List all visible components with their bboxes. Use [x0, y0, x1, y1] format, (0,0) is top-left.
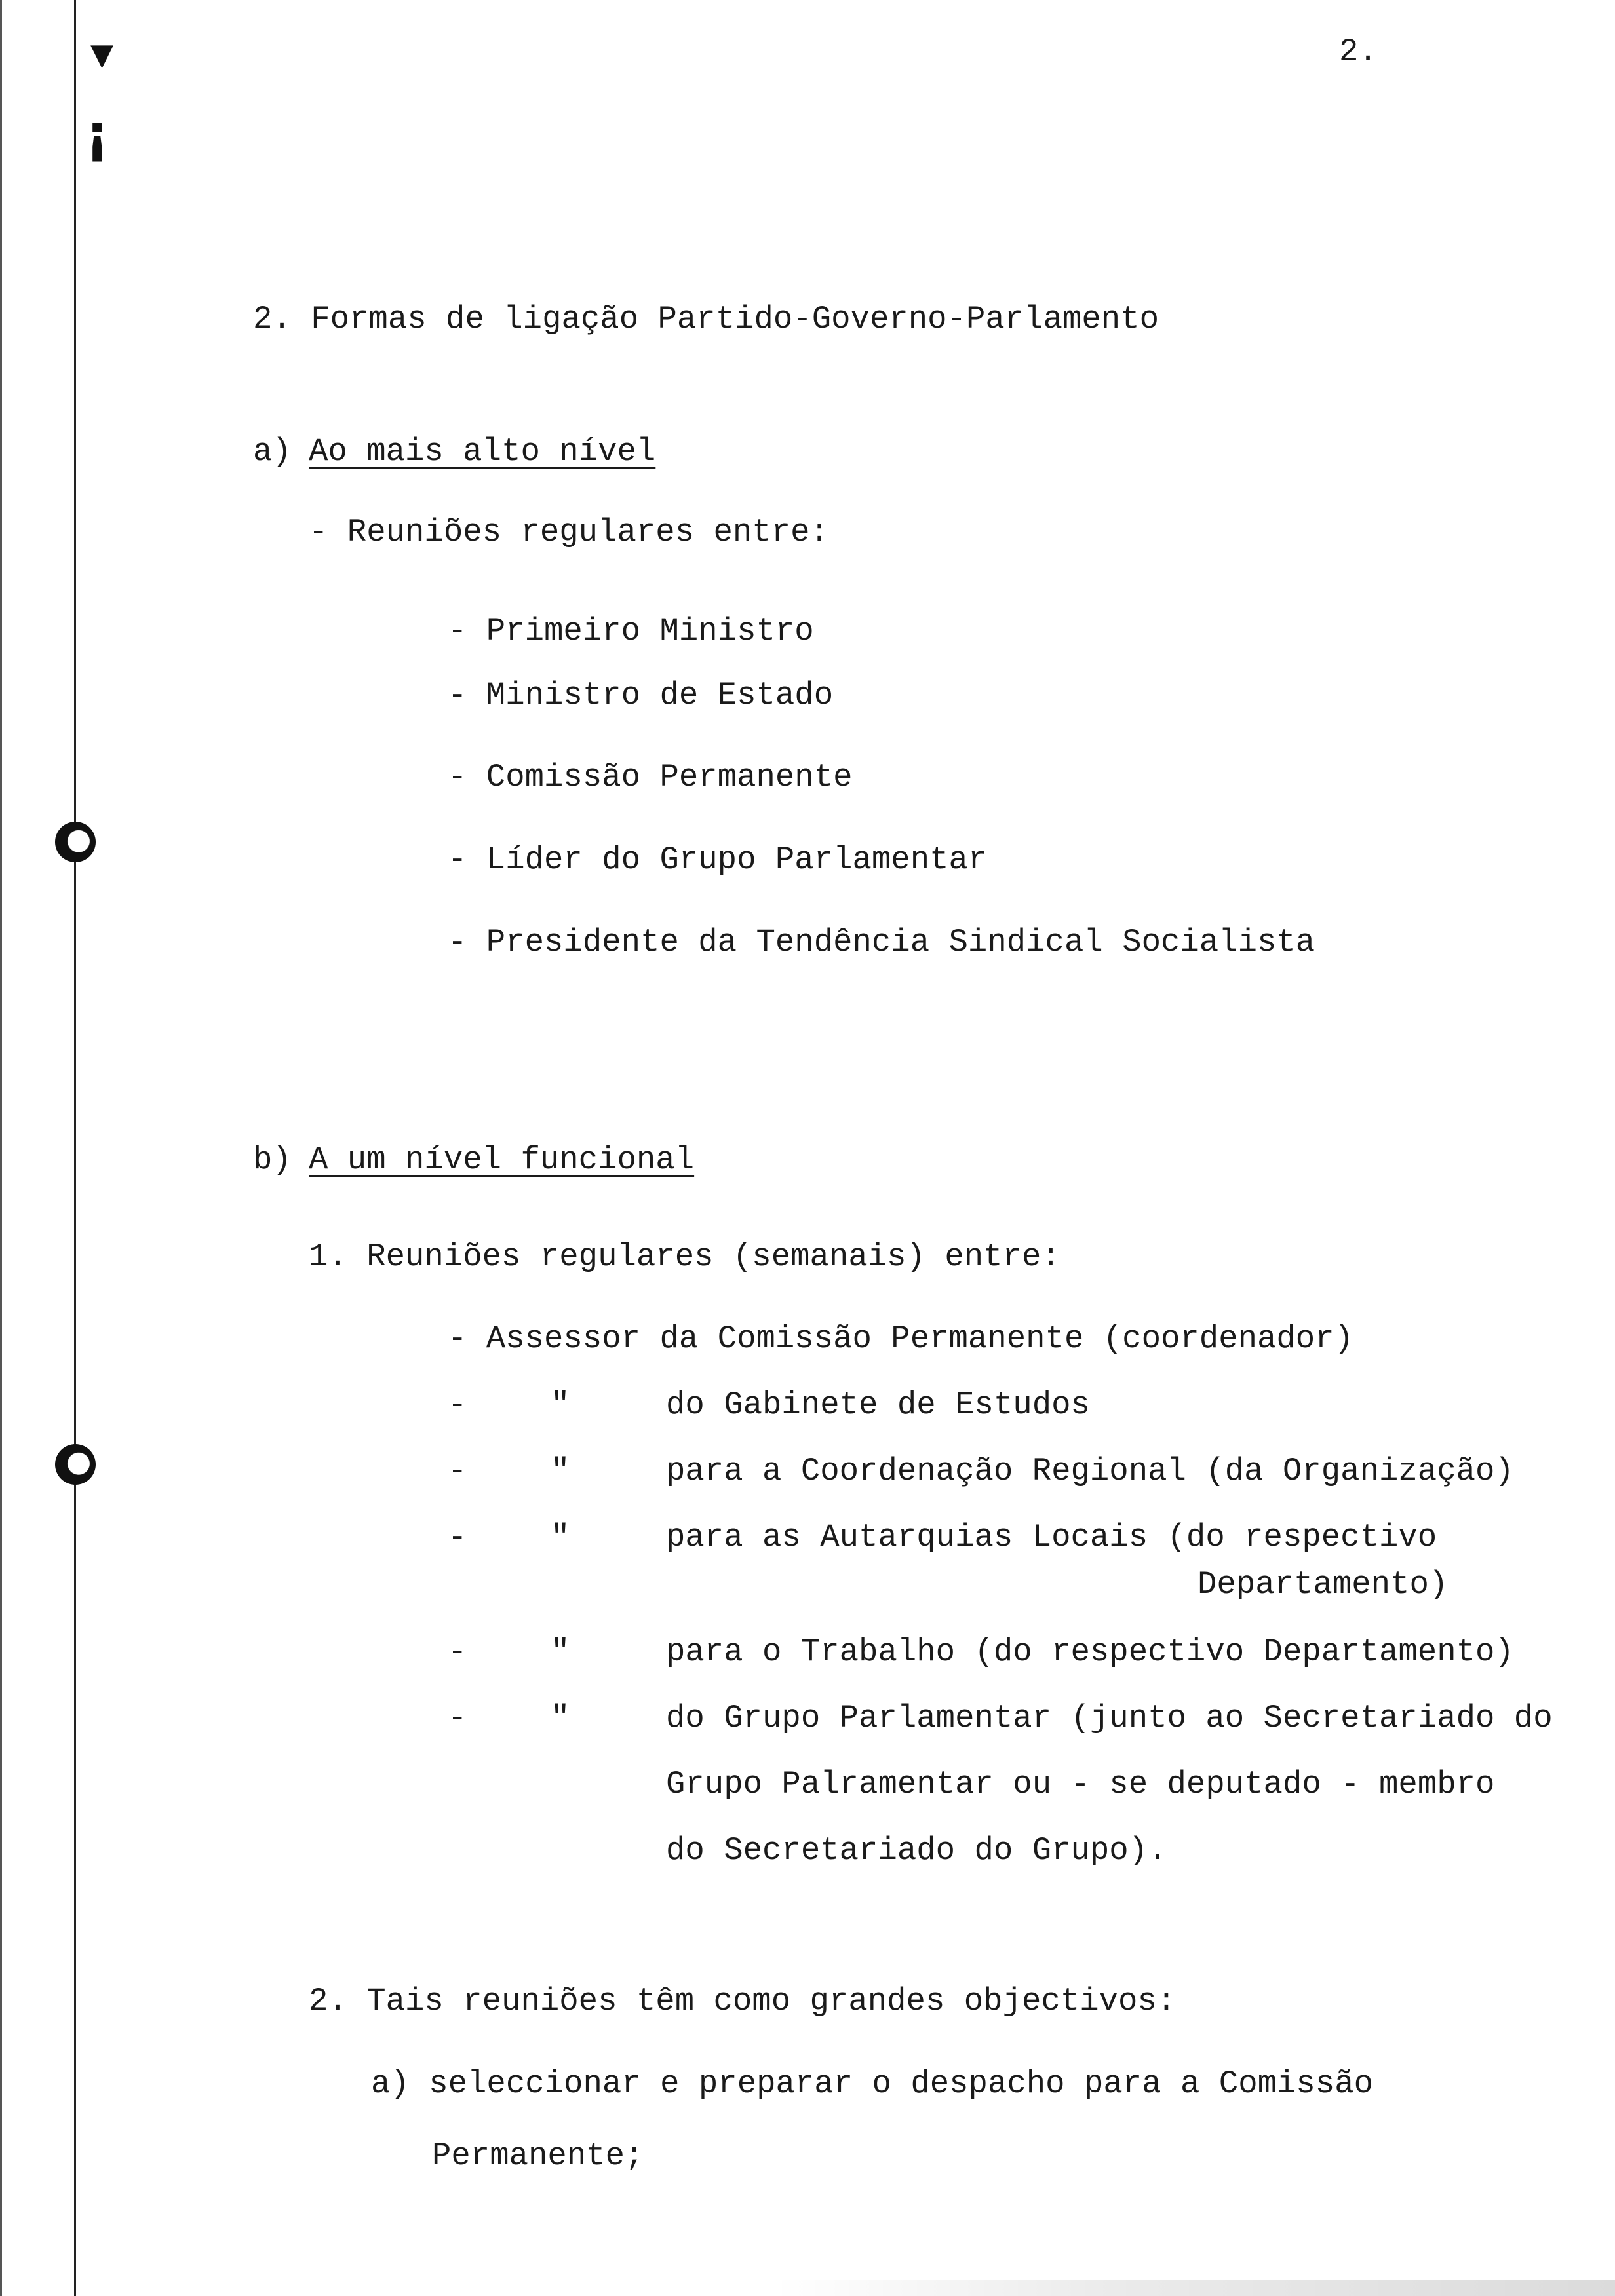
row-dash: - — [448, 1700, 467, 1736]
ink-mark: ¡ — [85, 104, 109, 164]
ditto-mark: " — [551, 1453, 570, 1489]
objective-item-continuation: Permanente; — [432, 2137, 644, 2174]
section-b-label: b) — [253, 1141, 292, 1178]
ditto-mark: " — [551, 1519, 570, 1556]
row-dash: - — [448, 1634, 467, 1670]
row-dash: - — [448, 1453, 467, 1489]
section-heading: 2. Formas de ligação Partido-Governo-Parlamento — [253, 301, 1159, 337]
scan-shadow — [773, 2280, 1615, 2296]
list-item: para a Coordenação Regional (da Organização) — [666, 1453, 1514, 1489]
page-number: 2. — [1339, 33, 1378, 70]
list-item-continuation: Departamento) — [1197, 1566, 1449, 1603]
ditto-mark: " — [551, 1387, 570, 1423]
section-a-label: a) — [253, 433, 292, 470]
punch-hole-upper — [55, 822, 96, 862]
list-item: do Gabinete de Estudos — [666, 1387, 1090, 1423]
punch-hole-lower — [55, 1444, 96, 1485]
list-item: do Grupo Parlamentar (junto ao Secretariado do — [666, 1700, 1553, 1736]
list-item: - Presidente da Tendência Sindical Socialista — [448, 924, 1315, 961]
section-b-point-1: 1. Reuniões regulares (semanais) entre: — [309, 1238, 1060, 1275]
list-item: - Comissão Permanente — [448, 759, 853, 795]
section-b-point-2: 2. Tais reuniões têm como grandes objectivos: — [309, 1983, 1177, 2019]
objective-item: a) seleccionar e preparar o despacho para a Comissão — [371, 2065, 1374, 2102]
list-item-continuation: do Secretariado do Grupo). — [666, 1832, 1167, 1869]
scan-left-edge — [0, 0, 2, 2296]
list-item: para o Trabalho (do respectivo Departamento) — [666, 1634, 1514, 1670]
section-a-title: Ao mais alto nível — [309, 433, 656, 470]
binder-margin-line — [74, 0, 76, 2296]
row-dash: - — [448, 1519, 467, 1556]
ditto-mark: " — [551, 1634, 570, 1670]
list-item: - Primeiro Ministro — [448, 613, 814, 649]
staple-mark: ▾ — [90, 26, 114, 80]
list-item: - Líder do Grupo Parlamentar — [448, 841, 988, 878]
ditto-mark: " — [551, 1700, 570, 1736]
list-item: para as Autarquias Locais (do respectivo — [666, 1519, 1437, 1556]
section-b-title: A um nível funcional — [309, 1141, 695, 1178]
list-item-continuation: Grupo Palramentar ou - se deputado - membro — [666, 1766, 1495, 1803]
list-item: - Ministro de Estado — [448, 677, 834, 714]
list-item: - Assessor da Comissão Permanente (coordenador) — [448, 1320, 1354, 1357]
row-dash: - — [448, 1387, 467, 1423]
section-a-intro: - Reuniões regulares entre: — [309, 514, 829, 550]
